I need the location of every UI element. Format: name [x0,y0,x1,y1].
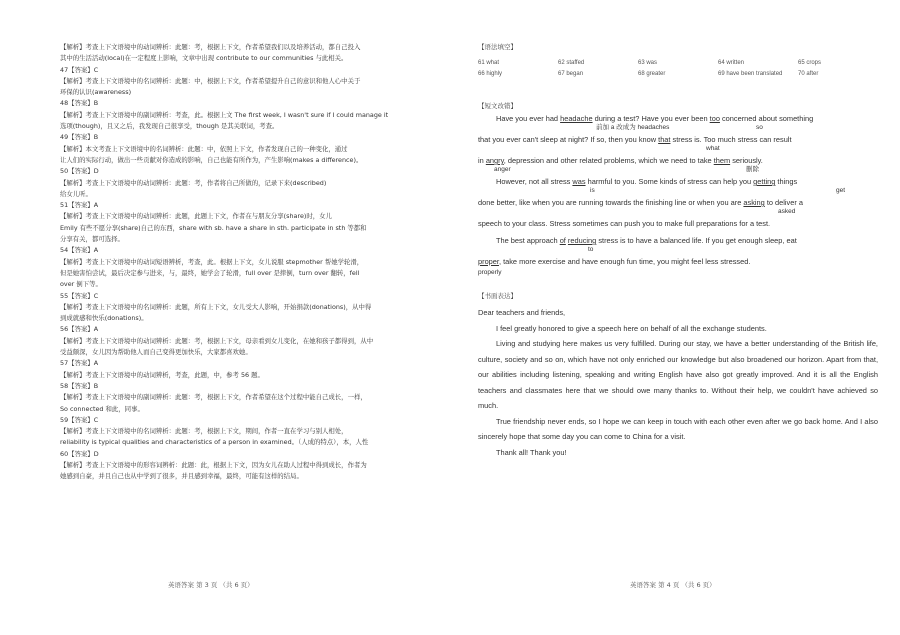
correction-line [478,219,878,228]
correction-note-line [478,165,878,174]
answer-cell: 70 after [798,70,819,77]
answer-cell: 63 was [638,59,658,66]
explanation-line: 让人们的实际行动，做出一些贡献对你造成的影响，自己也能有所作为，产生影响(makes a difference)。 [60,155,363,164]
correction-note-line [478,186,878,195]
explanation-line: 【解析】考查上下文语境中的名词辨析：此题，所有上下文，女儿受大人影响，开始捐款(donations)，从中得 [60,302,372,311]
answers-row [478,68,878,79]
correction-note-line [478,268,878,277]
error-word: of [559,236,566,245]
right-page-footer: 英语答案 第 4 页 （共 6 页） [630,581,716,589]
error-word: was [572,177,586,186]
correction-line [478,177,878,186]
writing-title: 【书面表达】 [478,293,517,300]
essay-paragraph: True friendship never ends, so I hope we can keep in touch with each other even after we go back home. And I also sincerely hope that some day you can come to China for a visit. [478,416,878,441]
answer-cell: 62 staffed [558,59,585,66]
correction-note: is [590,187,595,194]
error-word: proper [478,257,499,266]
correction-line [478,135,878,144]
explanation-line: 58【答案】B [60,381,99,390]
explanation-line: 60【答案】D [60,449,99,458]
error-correction-title: 【短文改错】 [478,103,517,110]
explanation-line: 59【答案】C [60,415,99,424]
correction-note: to [588,246,594,253]
text-span: in [478,156,486,165]
essay-greeting: Dear teachers and friends, [478,308,566,317]
text-span: stress is. Too much stress can result [670,135,792,144]
error-word: them [713,156,731,165]
text-span: Have you ever had [496,114,561,123]
explanation-line: 【解析】考查上下文语境中的副词辨析：此题：考，根据上下文，作者希望在这个过程中能自己成长，一样， [60,393,367,402]
correction-line [478,114,878,123]
text-span: , depression and other related problems, which we need to take [503,156,714,165]
correction-note: 删除 [746,166,759,173]
correction-note: anger [494,166,511,173]
explanation-line: 【解析】考查上下文语境中的动词辨析：此题：考，根据上下文，作者希望我们以及培养活动，都自己投入 [60,43,361,51]
essay-paragraph: Living and studying here makes us very fulfilled. During our stay, we have a better understanding of the British life, culture, society and so on, which have not only enriched our knowledge but also broadened our horizon. Apart from that, our abilities including listening, speaking and writing English have also got greatly improved. And it is all the English teachers and classmates here that we should owe many thanks to. Without their help, we couldn't have achieved so much. [478,339,878,410]
explanation-line: 给女儿听。 [60,189,92,198]
correction-note: what [706,145,720,152]
explanation-line: over 倒下等。 [60,280,102,289]
answer-cell: 64 written [718,59,745,66]
error-word: headache [560,114,593,123]
explanation-line: 50【答案】D [60,167,99,176]
answer-cell: 65 crops [798,59,822,66]
error-correction-text [478,114,878,277]
explanation-line: 【解析】考查上下文语境中的副词辨析：考查，此。根据上文 The first week, I wasn't sure if I could manage it [60,110,389,119]
answer-cell: 61 what [478,59,500,66]
error-word: getting [753,177,776,186]
correction-line [478,257,878,266]
text-span: that you ever can't sleep at night? If so, then you know [478,135,659,144]
text-span: The best approach [496,236,560,245]
text-span: seriously. [730,156,763,165]
explanation-line: 环保的认识(awareness) [60,88,132,97]
explanation-line: 55【答案】C [60,291,99,300]
explanation-line: 【解析】本文考查上下文语境中的名词辨析：此题：中，依照上下文，作者发现自己的一种变化，通过 [60,144,348,153]
explanation-line: 51【答案】A [60,201,99,210]
text-span: However, not all stress [496,177,573,186]
correction-note-line [478,207,878,216]
correction-note-line [478,123,878,132]
correction-note: asked [778,208,796,215]
explanation-line: 但是她害怕尝试，最后决定参与进来，与，最终，她学会了轮滑，full over 是摔倒，turn over 翻转，fell [60,268,360,277]
explanation-line: 受益颇深，女儿因为帮助他人而自己变得更加快乐，大家都喜欢她。 [60,348,252,357]
right-column [478,42,878,460]
answer-explanations [60,42,434,483]
explanation-line: 分享有关，都可选择。 [60,235,124,244]
explanation-line: 【解析】考查上下文语境中的动词辨析：此题，此题上下文，作者在与朋友分享(share)时，女儿 [60,212,332,221]
answer-cell: 69 have been translated [718,70,783,77]
right-page [450,0,900,635]
correction-line [478,156,878,165]
explanation-line: 她感到自豪，并且自己也从中学到了很多，并且感到幸福，最终，可能有这样的结局。 [60,472,303,481]
left-page-footer: 英语答案 第 3 页 （共 6 页） [168,581,254,589]
text-span: stress is to have a balanced life. If you get enough sleep, eat [596,236,797,245]
explanation-line: 49【答案】B [60,133,99,142]
text-span: during a test? Have you ever been [592,114,710,123]
correction-line [478,198,878,207]
explanation-line: 48【答案】B [60,99,99,108]
explanation-line: 【解析】考查上下文语境中的动词辨析：此题：考，作者将自己所做的，记录下来(described) [60,178,327,187]
explanation-line: 【解析】考查上下文语境中的动词辨析：此题：考，根据上下文，母亲看到女儿变化，在她和孩子都得到，从中 [60,336,374,345]
text-span: done better, like when you are running towards the finishing line or when you are [478,198,744,207]
explanation-line: 【解析】考查上下文语境中的名词辨析：此题：考，根据上下文，期间，作者一直在学习与别人相处， [60,427,348,436]
explanation-line: 【解析】考查上下文语境中的动词短语辨析，考查，此。根据上下文，女儿说服 stepmother 帮她学轮滑， [60,257,364,266]
explanation-line: reliability is typical qualities and characteristics of a person in examined。（人成的特点），本，人性 [60,438,369,447]
explanation-line: 57【答案】A [60,359,99,368]
explanation-line: 56【答案】A [60,325,99,334]
error-word: angry [485,156,504,165]
text-span: things [775,177,798,186]
correction-note: properly [478,269,502,276]
answer-cell: 66 highly [478,70,503,77]
correction-note: get [836,187,846,194]
text-span: concerned about something [719,114,814,123]
text-span: , take more exercise and have enough fun time, you might feel less stressed. [498,257,751,266]
explanation-line: So connected 和此，同事。 [60,404,144,413]
text-span: to deliver a [764,198,803,207]
explanation-line: 选项(though)，且又之后，我发现自己很享受，though 是其关联词，考查。 [60,122,279,131]
writing-essay [478,305,878,460]
explanation-line: Emily 有些不愿分享(share)自己的东西，share with sb. have a share in sth. participate in sth 等都和 [60,223,367,232]
explanation-line: 【解析】考查上下文语境中的动词辨析，考查，此题，中，参考 56 题。 [60,370,264,379]
text-span: speech to your class. Stress sometimes can push you to make full preparations for a test. [478,219,771,228]
correction-note: so [756,124,763,131]
explanation-line: 其中的生活活动(local)在一定程度上影响，文章中出现 contribute to our communities 与此相关。 [60,54,348,63]
answer-cell: 68 greater [638,70,666,77]
correction-note-line [478,144,878,153]
explanation-line: 【解析】考查上下文语境中的形容词辨析：此题：此，根据上下文，因为女儿在助人过程中得到成长，作者为 [60,460,367,469]
explanation-line: 【解析】考查上下文语境中的名词辨析：此题：中，根据上下文，作者希望提升自己的意识和他人心中关于 [60,76,361,85]
error-word: that [658,135,671,144]
correction-note: 前加 a 改成为 headaches [596,124,670,131]
explanation-line: 47【答案】C [60,65,99,74]
correction-note-line [478,245,878,254]
error-word: too [709,114,720,123]
answer-cell: 67 began [558,70,584,77]
grammar-fill-title: 【语法填空】 [478,44,517,51]
correction-line [478,236,878,245]
explanation-line: 54【答案】A [60,246,99,255]
error-word: asking [743,198,765,207]
text-span: harmful to you. Some kinds of stress can help you [585,177,754,186]
explanation-line: 到成就感和快乐(donations)。 [60,314,148,323]
error-word: reducing [567,236,597,245]
essay-closing: Thank all! Thank you! [496,447,567,457]
essay-paragraph: I feel greatly honored to give a speech here on behalf of all the exchange students. [496,323,767,333]
answers-row [478,57,878,68]
grammar-fill-answers [478,57,878,79]
